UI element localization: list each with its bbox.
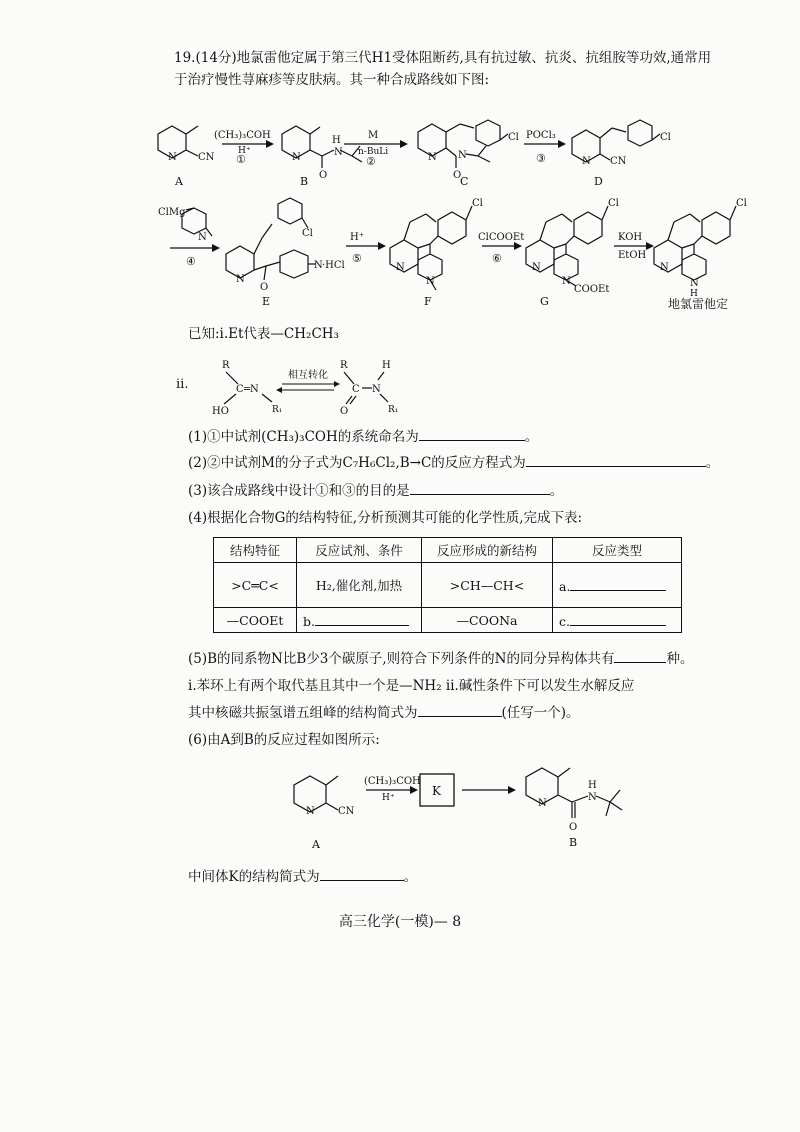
atom-cl: Cl — [508, 132, 519, 143]
part6-question — [188, 866, 417, 887]
part6: (6)由A到B的反应过程如图所示: — [188, 732, 380, 748]
known-i: 已知:ⅰ.Et代表—CH₂CH₃ — [188, 326, 339, 342]
atom-nh: N — [588, 792, 597, 803]
right-o: O — [340, 406, 349, 417]
row1-reagent: H₂,催化剂,加热 — [297, 563, 422, 608]
part1-answer-blank[interactable] — [419, 426, 525, 441]
step3-reagent: POCl₃ — [526, 130, 556, 141]
part2-answer-blank[interactable] — [526, 452, 706, 467]
step2-reagent: M — [368, 130, 379, 141]
row1-type-label: a. — [559, 579, 571, 594]
compound-d-structure — [572, 120, 671, 188]
part3-text: (3)该合成路线中设计①和③的目的是 — [188, 483, 410, 499]
step7-reagent: KOH — [618, 232, 643, 243]
table-header-row — [214, 538, 682, 563]
right-n: N — [372, 384, 381, 395]
tautomer-diagram — [176, 360, 398, 417]
atom-n: N — [198, 232, 207, 243]
right-r1: R₁ — [388, 405, 399, 415]
label-a: A — [312, 838, 320, 851]
step7-condition: EtOH — [618, 250, 647, 261]
step4-number: ④ — [186, 255, 196, 268]
label-compound-b: B — [300, 175, 309, 188]
atom-o: O — [453, 170, 462, 181]
arrow-step-1 — [214, 130, 274, 166]
part6-reagent: (CH₃)₃COH — [364, 776, 421, 787]
part2 — [188, 452, 719, 473]
atom-n: N — [396, 262, 405, 273]
atom-cl: Cl — [736, 198, 747, 209]
atom-n: N — [582, 156, 591, 167]
compound-b-structure — [282, 126, 362, 188]
step2-number: ② — [366, 155, 376, 168]
part4: (4)根据化合物G的结构特征,分析预测其可能的化学性质,完成下表: — [188, 510, 583, 526]
interconversion-label: 相互转化 — [288, 370, 328, 381]
atom-n: N — [532, 262, 541, 273]
part3-answer-blank[interactable] — [410, 480, 550, 495]
row2-type-cell — [553, 608, 682, 633]
label-compound-g: G — [540, 295, 549, 308]
atom-n: N — [426, 276, 435, 287]
atom-cl: Cl — [608, 198, 619, 209]
arrow-step-5 — [346, 232, 386, 265]
part5-question — [188, 702, 580, 723]
arrow-step-3 — [524, 130, 566, 165]
label-compound-e: E — [262, 295, 271, 308]
row2-reagent-label: b. — [303, 614, 315, 629]
part5-end: 种。 — [666, 651, 694, 667]
table-row — [214, 608, 682, 633]
step1-number: ① — [236, 153, 246, 166]
part5-answer-blank[interactable] — [614, 648, 666, 663]
step5-number: ⑤ — [352, 252, 362, 265]
part6-question-end: 。 — [403, 869, 418, 885]
part5-question-end: (任写一个)。 — [501, 705, 580, 721]
left-c: C — [236, 384, 244, 395]
row2-feature: —COOEt — [214, 608, 297, 633]
arrow-step-6 — [478, 232, 524, 265]
row1-type-cell — [553, 563, 682, 608]
step3-number: ③ — [536, 152, 546, 165]
part1 — [188, 426, 538, 447]
atom-n: N — [538, 798, 547, 809]
arrow-step-4 — [170, 244, 220, 268]
arrow-step-2 — [344, 130, 408, 168]
label-compound-c: C — [460, 175, 469, 188]
atom-h: H — [588, 780, 597, 791]
part5-question-text: 其中核磁共振氢谱五组峰的结构简式为 — [188, 705, 418, 721]
part6-question-text: 中间体K的结构简式为 — [188, 869, 320, 885]
part1-text: (1)①中试剂(CH₃)₃COH的系统命名为 — [188, 429, 419, 445]
part5-conditions: ⅰ.苯环上有两个取代基且其中一个是—NH₂ ⅱ.碱性条件下可以发生水解反应 — [188, 678, 635, 694]
part5-text: (5)B的同系物N比B少3个碳原子,则符合下列条件的N的同分异构体共有 — [188, 651, 615, 667]
part3 — [188, 480, 563, 501]
atom-cl: Cl — [302, 228, 313, 239]
part5-structure-blank[interactable] — [418, 702, 502, 717]
left-r1: R₁ — [272, 405, 283, 415]
atom-nh: N — [334, 147, 343, 158]
row1-new-structure: >CH—CH< — [422, 563, 553, 608]
left-ho: HO — [212, 406, 229, 417]
atom-n: N — [690, 278, 699, 289]
row2-reagent-cell — [297, 608, 422, 633]
row2-new-structure: —COONa — [422, 608, 553, 633]
left-double-bond-n: ═N — [244, 384, 259, 395]
page-footer: 高三化学(一模)— 8 — [338, 914, 462, 930]
step2-condition: n-BuLi — [358, 147, 389, 157]
right-c: C — [352, 384, 360, 395]
part2-text: (2)②中试剂M的分子式为C₇H₆Cl₂,B→C的反应方程式为 — [188, 455, 526, 471]
header-reagent: 反应试剂、条件 — [297, 538, 422, 563]
atom-o: O — [260, 282, 269, 293]
step1-condition: H⁺ — [238, 146, 251, 156]
arrow-step-7 — [614, 232, 654, 261]
compound-a-structure — [158, 126, 215, 188]
left-r: R — [222, 360, 230, 371]
row1-feature: >C═C< — [214, 563, 297, 608]
atom-nh: N — [458, 150, 467, 161]
label-compound-d: D — [594, 175, 603, 188]
question-intro-line2: 于治疗慢性荨麻疹等皮肤病。其一种合成路线如下图: — [174, 72, 490, 88]
part1-end: 。 — [524, 429, 539, 445]
answer-c-blank[interactable] — [570, 611, 666, 626]
compound-c-structure — [418, 120, 519, 188]
answer-b-blank[interactable] — [315, 611, 409, 626]
part3-end: 。 — [549, 483, 564, 499]
compound-f-structure — [390, 198, 483, 308]
compound-g-structure — [526, 198, 619, 308]
atom-o: O — [569, 822, 578, 833]
part5 — [188, 648, 693, 669]
label-b: B — [569, 836, 578, 849]
atom-h: H — [332, 135, 341, 146]
atom-cn: CN — [610, 156, 627, 167]
part6-answer-blank[interactable] — [320, 866, 404, 881]
grignard-reagent-structure — [158, 207, 212, 243]
atom-cn: CN — [198, 152, 215, 163]
label-compound-f: F — [424, 295, 432, 308]
atom-n: N — [428, 152, 437, 163]
atom-n: N — [292, 152, 301, 163]
intermediate-k-label: K — [432, 784, 441, 798]
right-h: H — [382, 360, 391, 371]
atom-n: N — [660, 262, 669, 273]
atom-cl: Cl — [472, 198, 483, 209]
question-intro-line1: 19.(14分)地氯雷他定属于第三代H1受体阻断药,具有抗过敏、抗炎、抗组胺等功效,通常用 — [174, 50, 712, 66]
answer-a-blank[interactable] — [570, 576, 666, 591]
atom-h: H — [690, 289, 698, 299]
atom-n: N — [562, 276, 571, 287]
atom-cn: CN — [338, 806, 355, 817]
part2-end: 。 — [705, 455, 720, 471]
atom-n: N — [314, 260, 323, 271]
atom-n: N — [306, 806, 315, 817]
header-feature: 结构特征 — [214, 538, 297, 563]
atom-clmg: ClMg — [158, 207, 186, 218]
property-table — [213, 537, 682, 633]
header-new-structure: 反应形成的新结构 — [422, 538, 553, 563]
part6-condition: H⁺ — [382, 793, 395, 803]
header-reaction-type: 反应类型 — [553, 538, 682, 563]
hcl-salt: ·HCl — [322, 260, 345, 271]
known-ii-label: ⅱ. — [176, 377, 189, 392]
label-compound-a: A — [175, 175, 183, 188]
product-name: 地氯雷他定 — [668, 297, 729, 311]
atom-cl: Cl — [660, 132, 671, 143]
atom-o: O — [319, 170, 328, 181]
step1-reagent: (CH₃)₃COH — [214, 130, 271, 141]
step6-number: ⑥ — [492, 252, 502, 265]
desloratadine-structure — [654, 198, 747, 311]
atom-n: N — [236, 274, 245, 285]
step6-reagent: ClCOOEt — [478, 232, 525, 243]
ester-group: COOEt — [574, 284, 610, 295]
row2-type-label: c. — [559, 614, 570, 629]
atom-n: N — [168, 152, 177, 163]
step5-reagent: H⁺ — [350, 232, 364, 243]
right-r: R — [340, 360, 348, 371]
table-row — [214, 563, 682, 608]
compound-e-structure — [226, 198, 345, 308]
part6-scheme — [294, 768, 622, 851]
